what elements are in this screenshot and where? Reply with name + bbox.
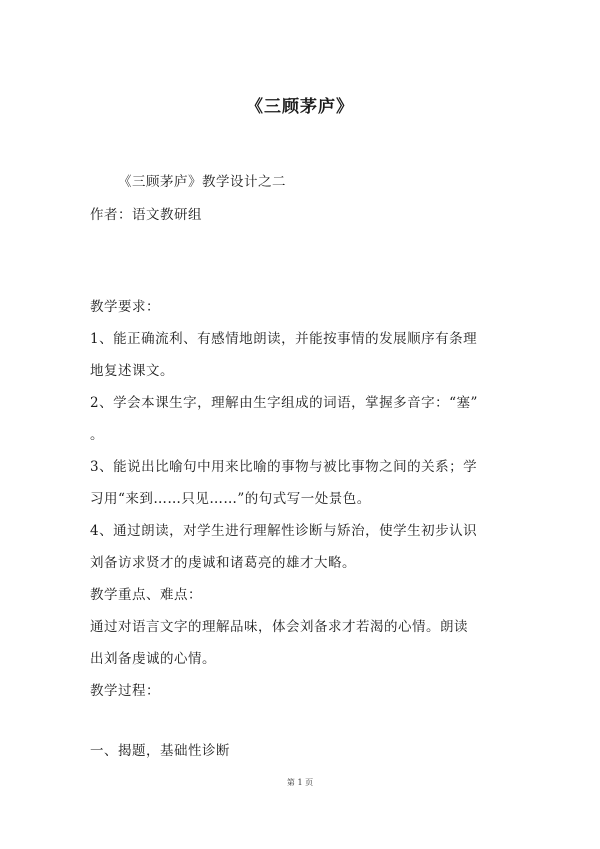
body-line: 出刘备虔诚的心情。 bbox=[90, 651, 216, 667]
document-title: 《三顾茅庐》 bbox=[246, 97, 354, 117]
body-line: 4、通过朗读，对学生进行理解性诊断与矫治，使学生初步认识 bbox=[90, 523, 478, 539]
section-heading-process: 教学过程： bbox=[90, 683, 160, 699]
body-line: 刘备访求贤才的虔诚和诸葛亮的雄才大略。 bbox=[90, 555, 356, 571]
section-heading-step-one: 一、揭题，基础性诊断 bbox=[90, 743, 230, 759]
body-line: 地复述课文。 bbox=[90, 363, 174, 379]
body-line: 2、学会本课生字，理解由生字组成的词语，掌握多音字：“塞” bbox=[90, 395, 478, 411]
section-heading-key-points: 教学重点、难点： bbox=[90, 587, 202, 603]
document-author: 作者：语文教研组 bbox=[90, 207, 202, 223]
document-subtitle: 《三顾茅庐》教学设计之二 bbox=[118, 174, 286, 190]
body-line: 1、能正确流利、有感情地朗读，并能按事情的发展顺序有条理 bbox=[90, 331, 478, 347]
body-line: 。 bbox=[90, 427, 104, 443]
body-line: 通过对语言文字的理解品味，体会刘备求才若渴的心情。朗读 bbox=[90, 619, 468, 635]
section-heading-requirements: 教学要求： bbox=[90, 299, 160, 315]
body-line: 3、能说出比喻句中用来比喻的事物与被比事物之间的关系；学 bbox=[90, 459, 478, 475]
body-line: 习用“来到……只见……”的句式写一处景色。 bbox=[90, 491, 371, 507]
page-number: 第 1 页 bbox=[286, 778, 314, 787]
